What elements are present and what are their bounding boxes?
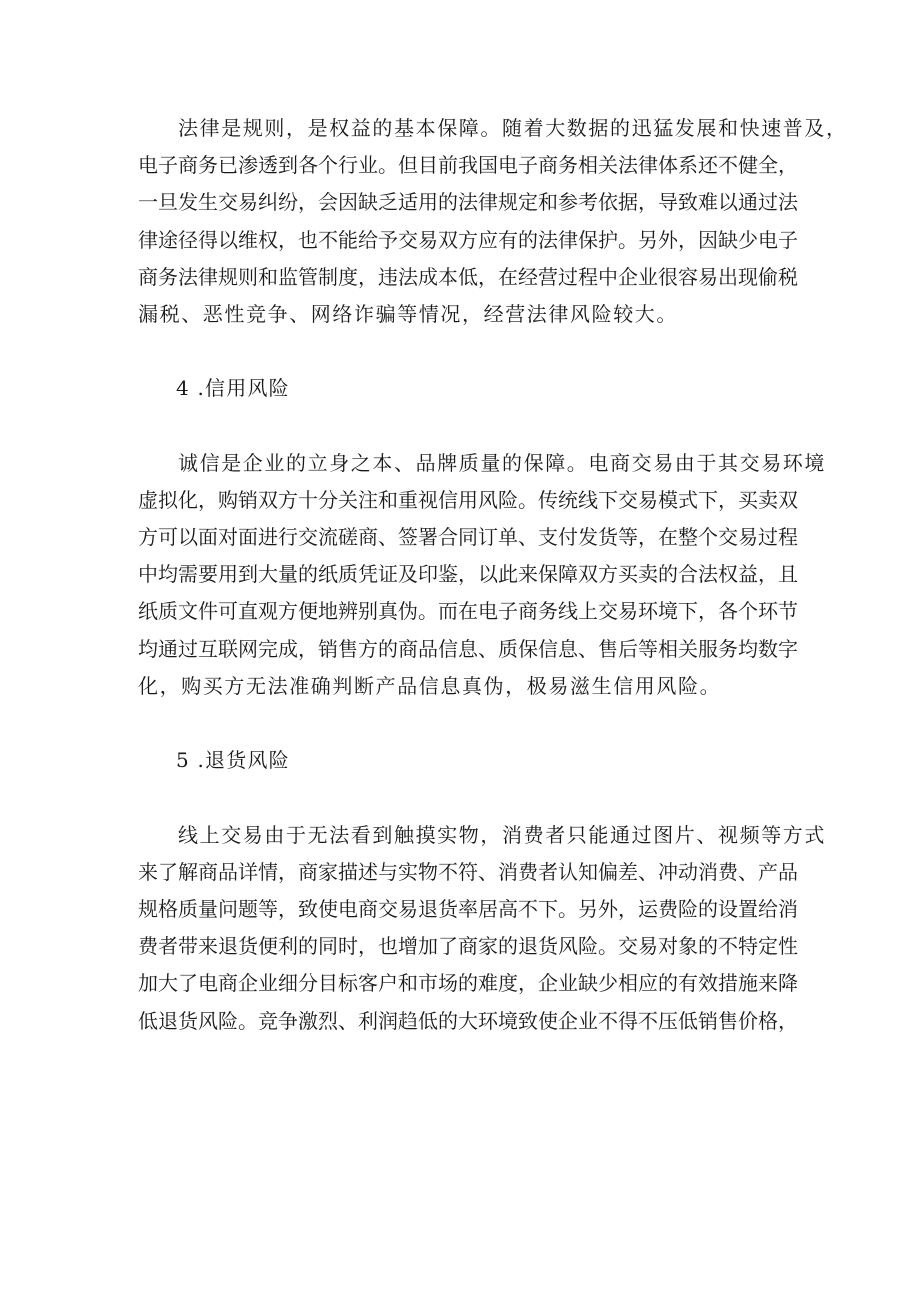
paragraph-line: 中均需要用到大量的纸质凭证及印鉴，以此来保障双方买卖的合法权益，且 xyxy=(138,562,798,587)
section-heading-return-risk: 5 .退货风险 xyxy=(176,748,290,773)
paragraph-line: 均通过互联网完成，销售方的商品信息、质保信息、售后等相关服务均数字 xyxy=(138,636,798,661)
paragraph-line: 方可以面对面进行交流磋商、签署合同订单、支付发货等，在整个交易过程 xyxy=(138,525,798,550)
paragraph-line: 商务法律规则和监管制度，违法成本低，在经营过程中企业很容易出现偷税 xyxy=(138,264,798,289)
document-page xyxy=(138,110,848,1040)
paragraph-gap xyxy=(138,408,798,445)
paragraph-line: 诚信是企业的立身之本、品牌质量的保障。电商交易由于其交易环境 xyxy=(178,450,826,475)
paragraph-legal-risk xyxy=(138,110,848,333)
paragraph-credit-risk xyxy=(138,445,826,705)
paragraph-line: 纸质文件可直观方便地辨别真伪。而在电子商务线上交易环境下，各个环节 xyxy=(138,599,798,624)
paragraph-line: 律途径得以维权，也不能给予交易双方应有的法律保护。另外，因缺少电子 xyxy=(138,227,798,252)
paragraph-line: 线上交易由于无法看到触摸实物，消费者只能通过图片、视频等方式 xyxy=(178,822,826,847)
paragraph-line: 漏税、恶性竞争、网络诈骗等情况，经营法律风险较大。 xyxy=(138,301,678,326)
paragraph-line: 电子商务已渗透到各个行业。但目前我国电子商务相关法律体系还不健全， xyxy=(138,153,798,178)
paragraph-gap xyxy=(138,333,798,370)
paragraph-gap xyxy=(138,705,798,742)
paragraph-line: 化，购买方无法准确判断产品信息真伪，极易滋生信用风险。 xyxy=(138,673,722,698)
paragraph-line: 一旦发生交易纠纷，会因缺乏适用的法律规定和参考依据，导致难以通过法 xyxy=(138,190,798,215)
paragraph-gap xyxy=(138,779,798,816)
paragraph-line: 法律是规则，是权益的基本保障。随着大数据的迅猛发展和快速普及， xyxy=(178,116,848,140)
paragraph-line: 费者带来退货便利的同时，也增加了商家的退货风险。交易对象的不特定性 xyxy=(138,934,798,959)
paragraph-line: 低退货风险。竞争激烈、利润趋低的大环境致使企业不得不压低销售价格， xyxy=(138,1008,798,1033)
section-heading-credit-risk: 4 .信用风险 xyxy=(176,376,290,401)
paragraph-line: 规格质量问题等，致使电商交易退货率居高不下。另外，运费险的设置给消 xyxy=(138,896,798,921)
paragraph-line: 虚拟化，购销双方十分关注和重视信用风险。传统线下交易模式下，买卖双 xyxy=(138,487,798,512)
paragraph-line: 来了解商品详情，商家描述与实物不符、消费者认知偏差、冲动消费、产品 xyxy=(138,859,798,884)
paragraph-line: 加大了电商企业细分目标客户和市场的难度，企业缺少相应的有效措施来降 xyxy=(138,971,798,996)
paragraph-return-risk xyxy=(138,817,826,1040)
